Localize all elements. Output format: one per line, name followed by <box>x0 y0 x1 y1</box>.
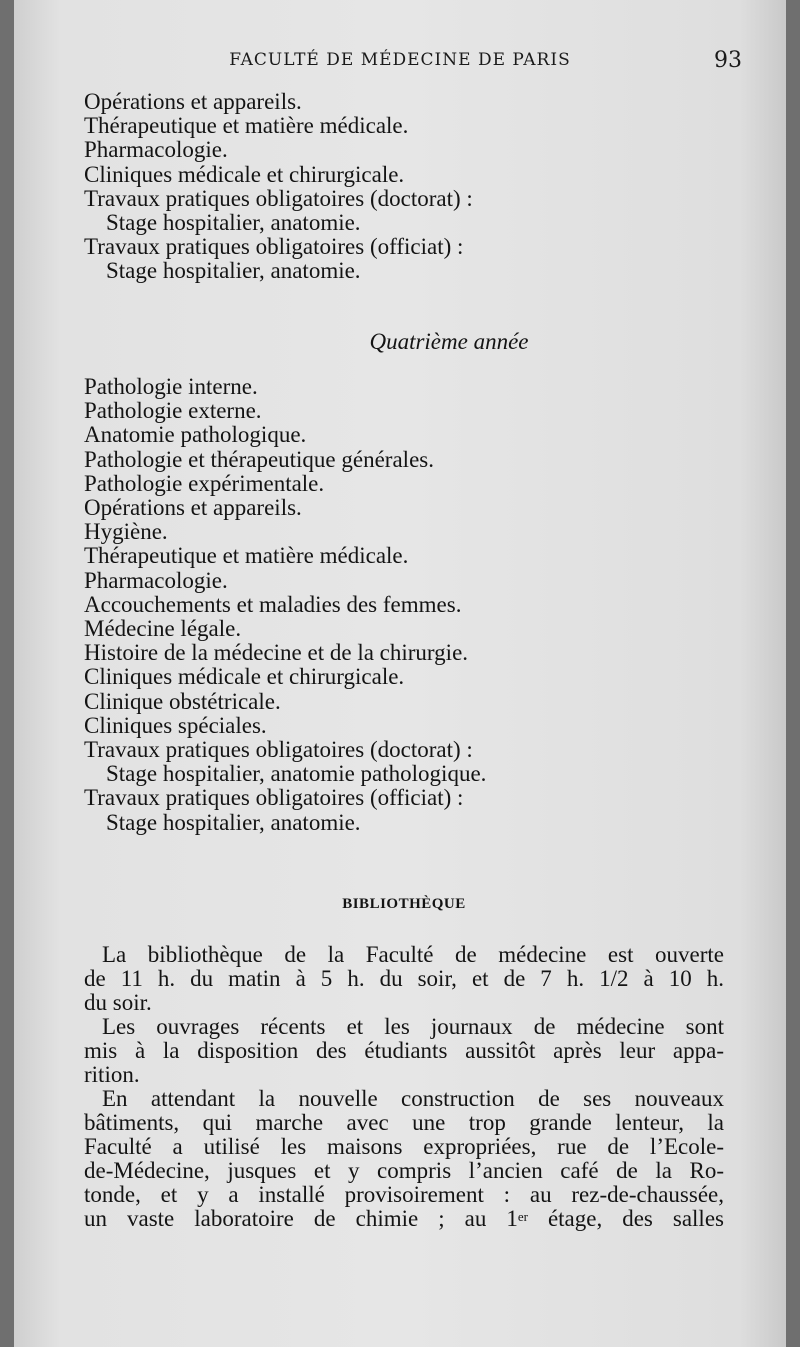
third-year-list <box>84 90 724 284</box>
list-item: Pathologie expérimentale. <box>84 470 325 496</box>
list-item: Pharmacologie. <box>84 137 228 163</box>
list-item: Histoire de la médecine et de la chirurgie. <box>84 640 469 666</box>
list-item: Cliniques médicale et chirurgicale. <box>84 664 405 690</box>
list-item: Thérapeutique et matière médicale. <box>84 543 409 569</box>
page-header <box>14 48 786 78</box>
list-item: Stage hospitalier, anatomie. <box>106 809 361 835</box>
list-item: Cliniques spéciales. <box>84 712 267 738</box>
text-run: un vaste laboratoire de chimie ; au 1 <box>84 1206 518 1231</box>
list-item: Clinique obstétricale. <box>84 688 281 714</box>
text-line: rition. <box>84 1062 140 1087</box>
running-head: FACULTÉ DE MÉDECINE DE PARIS <box>229 50 571 70</box>
superscript: er <box>517 1209 528 1224</box>
list-item: Travaux pratiques obligatoires (officiat) : <box>84 234 464 260</box>
list-item: Travaux pratiques obligatoires (doctorat) : <box>84 185 473 211</box>
list-item: Opérations et appareils. <box>84 89 302 114</box>
list-item: Stage hospitalier, anatomie pathologique. <box>106 761 487 787</box>
list-item: Anatomie pathologique. <box>84 422 307 448</box>
text-line: bâtiments, qui marche avec une trop grande lenteur, la <box>84 1110 724 1135</box>
book-page <box>14 0 786 1347</box>
library-section <box>84 896 724 913</box>
list-item: Médecine légale. <box>84 616 242 642</box>
list-item: Travaux pratiques obligatoires (officiat) : <box>84 785 464 811</box>
list-item: Hygiène. <box>84 519 168 545</box>
paragraph <box>84 1087 724 1231</box>
paragraph <box>84 943 724 1015</box>
text-line: de 11 h. du matin à 5 h. du soir, et de 7 h. 1/2 à 10 h. <box>84 966 724 991</box>
library-text <box>84 943 724 1231</box>
text-line <box>84 1207 724 1231</box>
list-item: Cliniques médicale et chirurgicale. <box>84 161 405 187</box>
text-line: tonde, et y a installé provisoirement : au rez-de-chaussée, <box>84 1182 724 1207</box>
text-line: Les ouvrages récents et les journaux de médecine sont <box>102 1014 724 1039</box>
list-item: Stage hospitalier, anatomie. <box>106 210 361 236</box>
text-line: La bibliothèque de la Faculté de médecine est ouverte <box>102 942 724 967</box>
list-item: Travaux pratiques obligatoires (doctorat) : <box>84 737 473 763</box>
text-line: du soir. <box>84 990 152 1015</box>
list-item: Pathologie et thérapeutique générales. <box>84 446 434 472</box>
text-line: mis à la disposition des étudiants aussitôt après leur appa- <box>84 1038 724 1063</box>
list-item: Stage hospitalier, anatomie. <box>106 258 361 284</box>
list-item: Thérapeutique et matière médicale. <box>84 113 409 139</box>
section-heading: BIBLIOTHÈQUE <box>342 896 466 912</box>
text-line: En attendant la nouvelle construction de ses nouveaux <box>102 1086 724 1111</box>
list-item: Pharmacologie. <box>84 567 228 593</box>
section-title: Quatrième année <box>369 329 529 354</box>
fourth-year-list <box>84 375 724 835</box>
paragraph <box>84 1015 724 1087</box>
text-run: étage, des salles <box>527 1206 724 1231</box>
list-item: Accouchements et maladies des femmes. <box>84 591 462 617</box>
list-item: Opérations et appareils. <box>84 495 302 521</box>
list-item: Pathologie interne. <box>84 374 258 399</box>
page-number: 93 <box>714 48 742 73</box>
text-line: de-Médecine, jusques et y compris l’ancien café de la Ro- <box>84 1158 724 1183</box>
fourth-year-section <box>84 328 724 356</box>
text-line: Faculté a utilisé les maisons expropriées, rue de l’Ecole- <box>84 1134 724 1159</box>
list-item: Pathologie externe. <box>84 398 262 424</box>
